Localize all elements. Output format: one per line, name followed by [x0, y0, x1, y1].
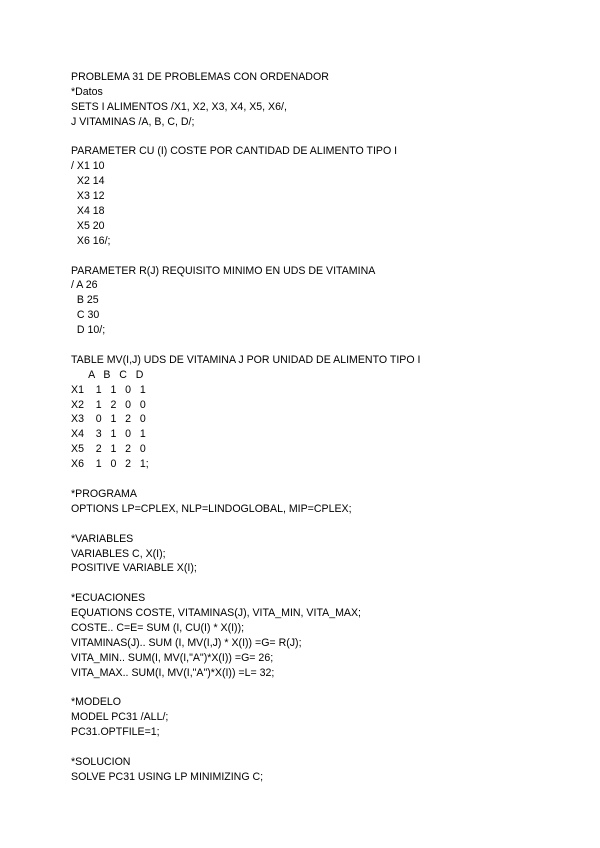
- blank-line: [71, 472, 571, 487]
- parameter-cu-line: X3 12: [71, 190, 105, 203]
- model-line: MODEL PC31 /ALL/;: [71, 711, 169, 724]
- parameter-r-line: B 25: [71, 294, 99, 307]
- parameter-r-header: PARAMETER R(J) REQUISITO MINIMO EN UDS DE VITAMINA: [71, 264, 376, 277]
- blank-line: [71, 249, 571, 264]
- table-mv-column-headers: A B C D: [71, 368, 144, 381]
- blank-line: [71, 681, 571, 696]
- equation-line: VITA_MAX.. SUM(I, MV(I,"A")*X(I)) =L= 32;: [71, 666, 275, 679]
- parameter-cu-header: PARAMETER CU (I) COSTE POR CANTIDAD DE ALIMENTO TIPO I: [71, 145, 398, 158]
- equation-line: EQUATIONS COSTE, VITAMINAS(J), VITA_MIN, VITA_MAX;: [71, 607, 361, 620]
- table-mv-row: X3 0 1 2 0: [71, 413, 146, 426]
- blank-line: [71, 338, 571, 353]
- sets-line: SETS I ALIMENTOS /X1, X2, X3, X4, X5, X6/,: [71, 100, 287, 113]
- table-mv-row: X6 1 0 2 1;: [71, 458, 149, 471]
- document-title: PROBLEMA 31 DE PROBLEMAS CON ORDENADOR: [71, 71, 329, 83]
- table-mv-header: TABLE MV(I,J) UDS DE VITAMINA J POR UNIDAD DE ALIMENTO TIPO I: [71, 353, 421, 366]
- table-mv-row: X1 1 1 0 1: [71, 383, 146, 396]
- variables-line: POSITIVE VARIABLE X(I);: [71, 562, 197, 575]
- blank-line: [71, 576, 571, 591]
- parameter-cu-line: X5 20: [71, 219, 105, 232]
- equation-line: VITAMINAS(J).. SUM (I, MV(I,J) * X(I)) =G= R(J);: [71, 636, 302, 649]
- options-line: OPTIONS LP=CPLEX, NLP=LINDOGLOBAL, MIP=CPLEX;: [71, 502, 352, 515]
- modelo-comment: *MODELO: [71, 696, 122, 709]
- parameter-cu-line: / X1 10: [71, 160, 105, 173]
- blank-line: [71, 130, 571, 145]
- ecuaciones-comment: *ECUACIONES: [71, 592, 146, 605]
- variables-comment: *VARIABLES: [71, 532, 134, 545]
- parameter-cu-line: X6 16/;: [71, 234, 111, 247]
- solve-line: SOLVE PC31 USING LP MINIMIZING C;: [71, 770, 264, 783]
- parameter-r-line: D 10/;: [71, 324, 106, 337]
- table-mv-row: X5 2 1 2 0: [71, 443, 146, 456]
- variables-line: VARIABLES C, X(I);: [71, 547, 166, 560]
- equation-line: VITA_MIN.. SUM(I, MV(I,"A")*X(I)) =G= 26;: [71, 651, 274, 664]
- solucion-comment: *SOLUCION: [71, 755, 131, 768]
- sets-line: J VITAMINAS /A, B, C, D/;: [71, 115, 195, 128]
- model-line: PC31.OPTFILE=1;: [71, 726, 160, 739]
- parameter-r-line: / A 26: [71, 279, 98, 292]
- table-mv-row: X4 3 1 0 1: [71, 428, 146, 441]
- parameter-cu-line: X2 14: [71, 175, 105, 188]
- table-mv-row: X2 1 2 0 0: [71, 398, 146, 411]
- document-body: [71, 70, 571, 785]
- equation-line: COSTE.. C=E= SUM (I, CU(I) * X(I));: [71, 621, 245, 634]
- datos-comment: *Datos: [71, 85, 103, 98]
- parameter-cu-line: X4 18: [71, 205, 105, 218]
- parameter-r-line: C 30: [71, 309, 100, 322]
- blank-line: [71, 517, 571, 532]
- blank-line: [71, 740, 571, 755]
- programa-comment: *PROGRAMA: [71, 487, 137, 500]
